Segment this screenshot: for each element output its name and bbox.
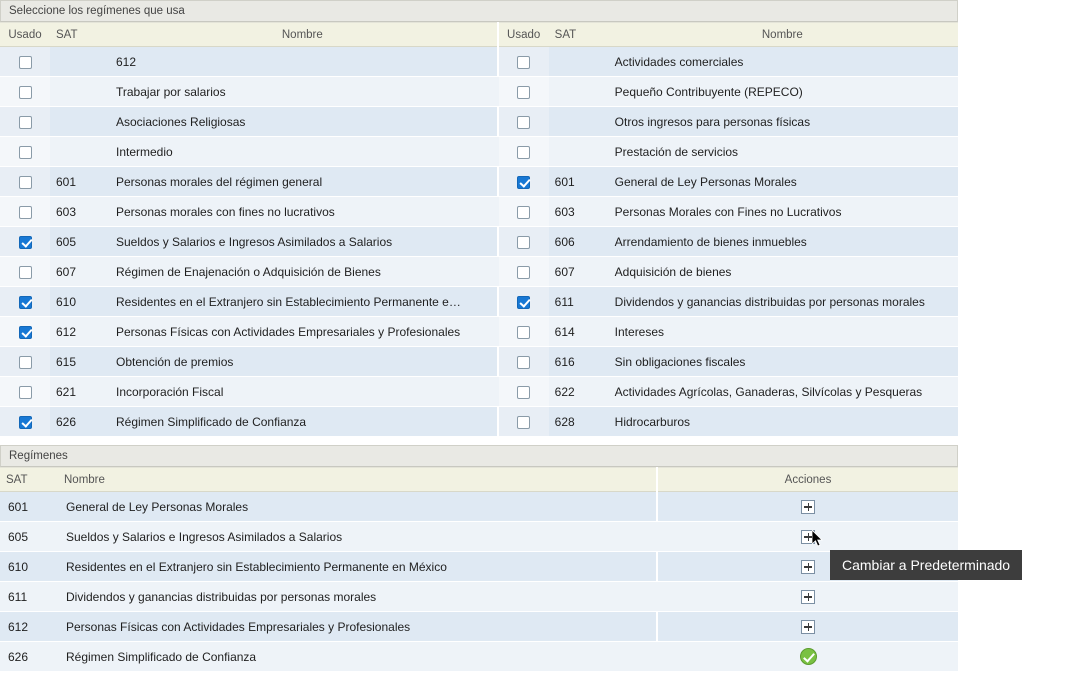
cell-name-left: 612 (108, 47, 497, 77)
cambiar-predeterminado-button[interactable] (801, 560, 815, 574)
cell-acciones[interactable] (658, 522, 958, 552)
col-nombre: Nombre (58, 468, 656, 492)
table-header-row (0, 23, 958, 47)
cell-name-right: Intereses (607, 317, 958, 347)
cell-nombre: Régimen Simplificado de Confianza (58, 642, 656, 672)
cell-acciones[interactable] (658, 612, 958, 642)
table-row (0, 407, 958, 437)
cell-used-left[interactable] (0, 137, 50, 167)
cell-sat-right (549, 47, 607, 77)
cell-used-left[interactable] (0, 227, 50, 257)
cell-used-right[interactable] (499, 47, 549, 77)
usado-checkbox[interactable] (517, 176, 530, 189)
cell-used-left[interactable] (0, 47, 50, 77)
usado-checkbox[interactable] (517, 86, 530, 99)
cell-name-right: Pequeño Contribuyente (REPECO) (607, 77, 958, 107)
regimenes-list-table (0, 467, 958, 672)
col-sat-right: SAT (549, 23, 607, 47)
cell-name-right: Dividendos y ganancias distribuidas por personas morales (607, 287, 958, 317)
cell-sat-left: 601 (50, 167, 108, 197)
cell-name-right: Hidrocarburos (607, 407, 958, 437)
usado-checkbox[interactable] (517, 236, 530, 249)
table-row (0, 347, 958, 377)
cell-used-right[interactable] (499, 257, 549, 287)
cell-sat-left: 621 (50, 377, 108, 407)
usado-checkbox[interactable] (19, 176, 32, 189)
cell-used-right[interactable] (499, 317, 549, 347)
cell-used-left[interactable] (0, 377, 50, 407)
cell-sat-right: 616 (549, 347, 607, 377)
cell-used-left[interactable] (0, 317, 50, 347)
cell-sat-left (50, 77, 108, 107)
cambiar-predeterminado-button[interactable] (801, 500, 815, 514)
cell-used-left[interactable] (0, 257, 50, 287)
regimenes-selection-table (0, 22, 958, 437)
cell-sat: 601 (0, 492, 58, 522)
table-row (0, 287, 958, 317)
cell-sat-left: 603 (50, 197, 108, 227)
cell-sat: 605 (0, 522, 58, 552)
cell-sat-left (50, 107, 108, 137)
panel-spacer (0, 437, 1068, 445)
usado-checkbox[interactable] (517, 266, 530, 279)
cell-name-left: Incorporación Fiscal (108, 377, 497, 407)
col-used-left: Usado (0, 23, 50, 47)
usado-checkbox[interactable] (517, 56, 530, 69)
table-row (0, 227, 958, 257)
cell-used-right[interactable] (499, 287, 549, 317)
usado-checkbox[interactable] (517, 326, 530, 339)
usado-checkbox[interactable] (19, 206, 32, 219)
cell-sat-right: 601 (549, 167, 607, 197)
usado-checkbox[interactable] (517, 356, 530, 369)
cell-name-right: Personas Morales con Fines no Lucrativos (607, 197, 958, 227)
cell-used-left[interactable] (0, 347, 50, 377)
cell-name-left: Residentes en el Extranjero sin Establecimiento Permanente e… (108, 287, 497, 317)
cell-sat-right: 607 (549, 257, 607, 287)
cell-name-left: Régimen Simplificado de Confianza (108, 407, 497, 437)
cell-used-right[interactable] (499, 167, 549, 197)
col-name-right: Nombre (607, 23, 958, 47)
table-row (0, 137, 958, 167)
usado-checkbox[interactable] (19, 326, 32, 339)
cambiar-predeterminado-button[interactable] (801, 590, 815, 604)
tooltip-cambiar-predeterminado: Cambiar a Predeterminado (830, 550, 1022, 580)
top-panel-title: Seleccione los regímenes que usa (0, 0, 958, 22)
cell-nombre: Residentes en el Extranjero sin Establecimiento Permanente en México (58, 552, 656, 582)
cell-sat: 611 (0, 582, 58, 612)
cell-sat-right: 611 (549, 287, 607, 317)
cell-name-right: Actividades comerciales (607, 47, 958, 77)
cell-nombre: Personas Físicas con Actividades Empresariales y Profesionales (58, 612, 656, 642)
cell-sat-left: 626 (50, 407, 108, 437)
cell-nombre: Dividendos y ganancias distribuidas por personas morales (58, 582, 656, 612)
cambiar-predeterminado-button[interactable] (801, 530, 815, 544)
table-row (0, 167, 958, 197)
cell-used-right[interactable] (499, 107, 549, 137)
cell-nombre: General de Ley Personas Morales (58, 492, 656, 522)
usado-checkbox[interactable] (517, 386, 530, 399)
cell-sat: 612 (0, 612, 58, 642)
cell-name-right: Arrendamiento de bienes inmuebles (607, 227, 958, 257)
col-sat-left: SAT (50, 23, 108, 47)
cell-sat-right (549, 77, 607, 107)
table-row (0, 77, 958, 107)
table-row (0, 317, 958, 347)
list-item (0, 552, 958, 582)
bottom-panel-title: Regímenes (0, 445, 958, 467)
cell-acciones[interactable] (658, 492, 958, 522)
cambiar-predeterminado-button[interactable] (801, 620, 815, 634)
usado-checkbox[interactable] (19, 386, 32, 399)
cell-sat-right: 603 (549, 197, 607, 227)
table-row (0, 107, 958, 137)
cell-used-right[interactable] (499, 137, 549, 167)
cell-name-right: Otros ingresos para personas físicas (607, 107, 958, 137)
table-row (0, 197, 958, 227)
cell-name-left: Régimen de Enajenación o Adquisición de Bienes (108, 257, 497, 287)
cell-name-right: Sin obligaciones fiscales (607, 347, 958, 377)
cell-sat-right: 606 (549, 227, 607, 257)
usado-checkbox[interactable] (19, 296, 32, 309)
list-item (0, 492, 958, 522)
cell-used-right[interactable] (499, 77, 549, 107)
usado-checkbox[interactable] (517, 416, 530, 429)
cell-used-left[interactable] (0, 77, 50, 107)
cell-used-right[interactable] (499, 377, 549, 407)
cell-sat-right: 614 (549, 317, 607, 347)
usado-checkbox[interactable] (19, 86, 32, 99)
usado-checkbox[interactable] (19, 116, 32, 129)
cell-name-left: Asociaciones Religiosas (108, 107, 497, 137)
usado-checkbox[interactable] (19, 356, 32, 369)
list-item (0, 612, 958, 642)
usado-checkbox[interactable] (517, 116, 530, 129)
cell-name-left: Trabajar por salarios (108, 77, 497, 107)
cell-name-right: General de Ley Personas Morales (607, 167, 958, 197)
cell-used-left[interactable] (0, 197, 50, 227)
cell-name-right: Adquisición de bienes (607, 257, 958, 287)
cell-used-left[interactable] (0, 407, 50, 437)
cell-used-right[interactable] (499, 347, 549, 377)
col-acciones: Acciones (658, 468, 958, 492)
cell-used-left[interactable] (0, 287, 50, 317)
usado-checkbox[interactable] (517, 206, 530, 219)
cell-sat-left: 615 (50, 347, 108, 377)
cell-name-left: Personas morales con fines no lucrativos (108, 197, 497, 227)
list-item (0, 642, 958, 672)
cell-acciones[interactable] (658, 642, 958, 672)
cell-acciones[interactable] (658, 582, 958, 612)
regimenes-list-panel (0, 445, 958, 672)
cell-sat-right (549, 107, 607, 137)
cell-nombre: Sueldos y Salarios e Ingresos Asimilados a Salarios (58, 522, 656, 552)
cell-sat-left: 607 (50, 257, 108, 287)
cell-name-left: Intermedio (108, 137, 497, 167)
cell-sat-right: 622 (549, 377, 607, 407)
cell-sat-left: 612 (50, 317, 108, 347)
cell-name-right: Actividades Agrícolas, Ganaderas, Silvícolas y Pesqueras (607, 377, 958, 407)
cell-sat-left (50, 137, 108, 167)
usado-checkbox[interactable] (19, 416, 32, 429)
cell-name-left: Sueldos y Salarios e Ingresos Asimilados a Salarios (108, 227, 497, 257)
table-row (0, 257, 958, 287)
col-name-left: Nombre (108, 23, 497, 47)
list-item (0, 582, 958, 612)
cell-name-left: Personas Físicas con Actividades Empresariales y Profesionales (108, 317, 497, 347)
cell-sat: 610 (0, 552, 58, 582)
cell-sat-right (549, 137, 607, 167)
usado-checkbox[interactable] (19, 56, 32, 69)
usado-checkbox[interactable] (19, 266, 32, 279)
cell-name-left: Obtención de premios (108, 347, 497, 377)
cell-used-right[interactable] (499, 197, 549, 227)
col-sat: SAT (0, 468, 58, 492)
predeterminado-check-icon (800, 648, 817, 665)
cell-sat-left (50, 47, 108, 77)
cell-name-right: Prestación de servicios (607, 137, 958, 167)
cell-used-left[interactable] (0, 167, 50, 197)
cell-sat: 626 (0, 642, 58, 672)
table-row (0, 377, 958, 407)
cell-sat-right: 628 (549, 407, 607, 437)
cell-sat-left: 605 (50, 227, 108, 257)
cell-used-right[interactable] (499, 227, 549, 257)
list-header-row (0, 468, 958, 492)
cell-used-right[interactable] (499, 407, 549, 437)
table-row (0, 47, 958, 77)
usado-checkbox[interactable] (19, 236, 32, 249)
usado-checkbox[interactable] (517, 146, 530, 159)
list-item (0, 522, 958, 552)
usado-checkbox[interactable] (517, 296, 530, 309)
col-used-right: Usado (499, 23, 549, 47)
usado-checkbox[interactable] (19, 146, 32, 159)
cell-name-left: Personas morales del régimen general (108, 167, 497, 197)
cell-sat-left: 610 (50, 287, 108, 317)
cell-used-left[interactable] (0, 107, 50, 137)
